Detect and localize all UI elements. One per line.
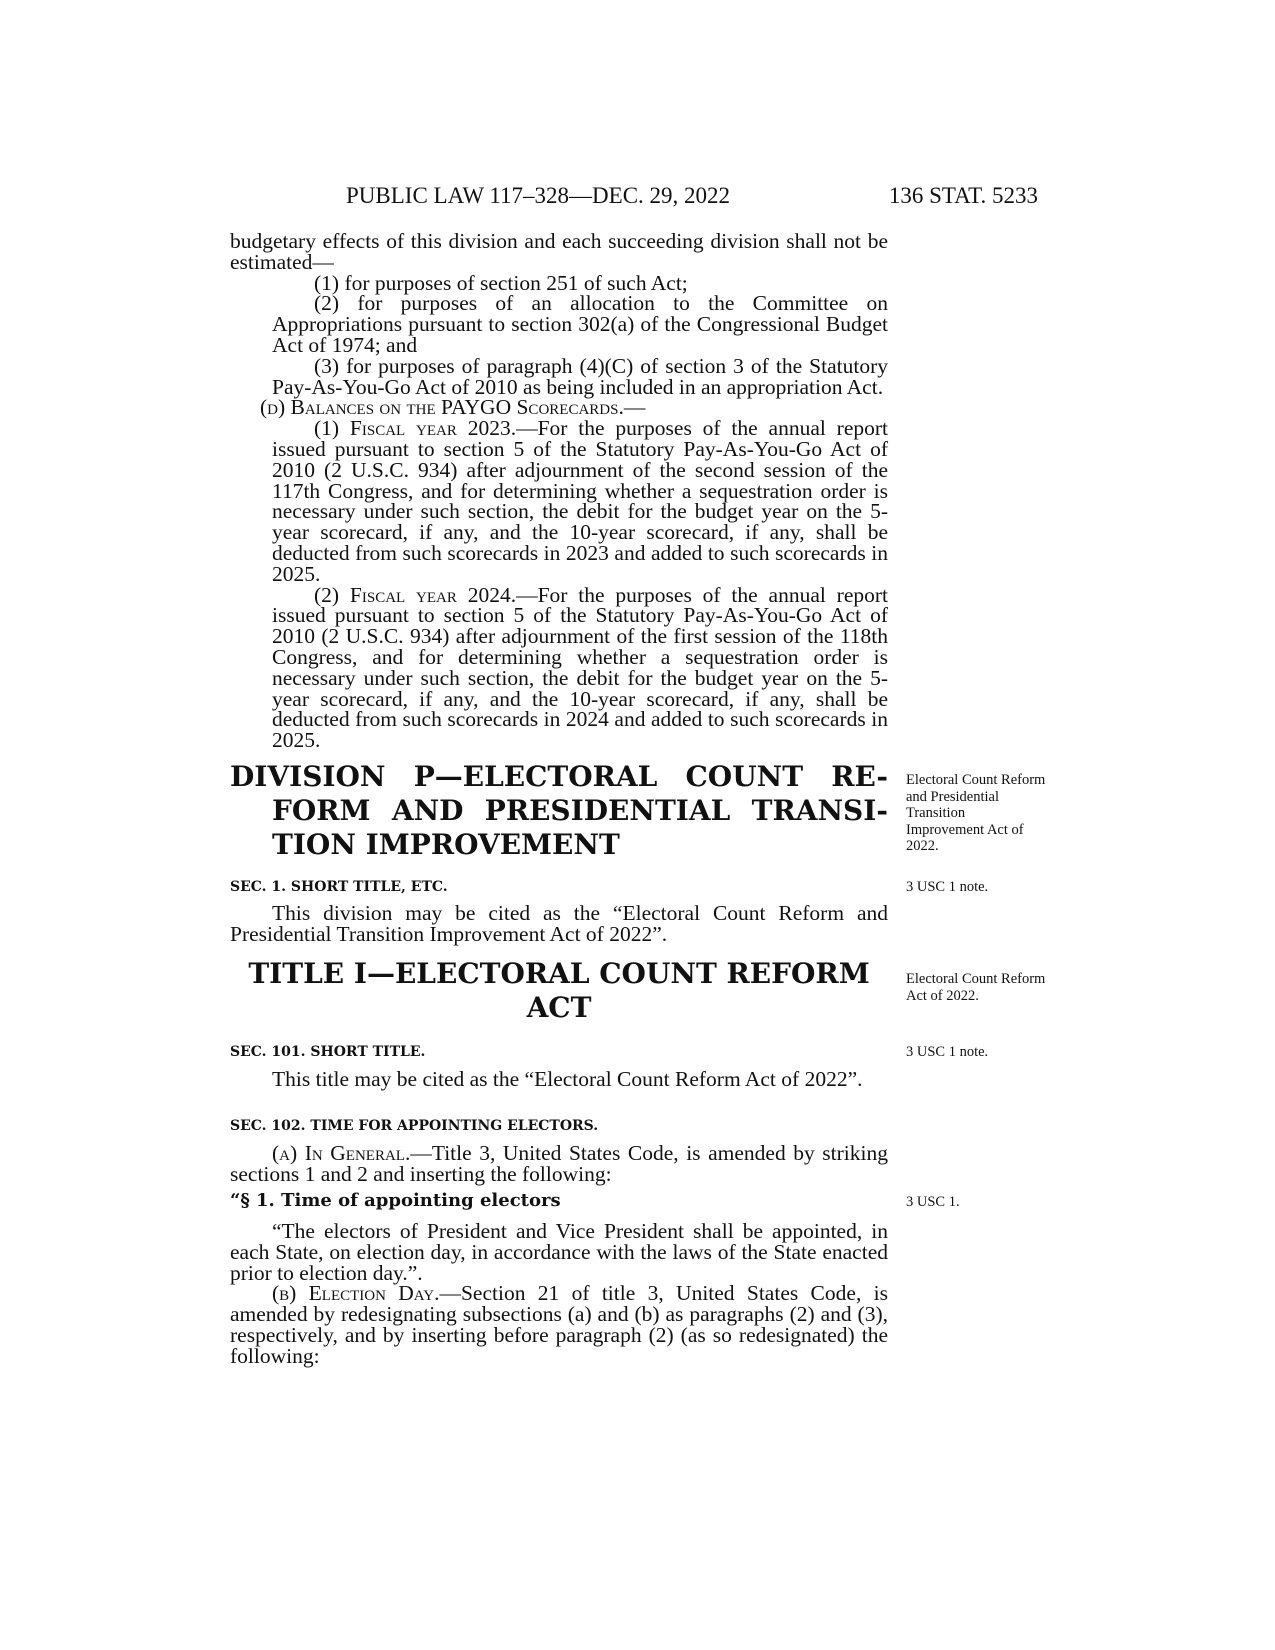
fiscal-year-2024-label: (2) Fiscal year 2024. (314, 582, 517, 607)
sec-102-b-paragraph (230, 1283, 888, 1366)
section-1-heading: “§ 1. Time of appointing electors (230, 1190, 561, 1211)
title-1-margin-note (906, 971, 1046, 1004)
budgetary-item-2: (2) for purposes of an allocation to the Committee on Appropriations pursuant to section 302(a) of the Congressional Budget Act of 1974; and (272, 291, 888, 357)
page-number: 136 STAT. 5233 (888, 183, 1038, 208)
balances-subsection-heading (230, 397, 888, 418)
title-1-heading-line-1: TITLE I—ELECTORAL COUNT REFORM (248, 957, 870, 990)
fiscal-year-2023-paragraph (272, 418, 888, 584)
division-heading-line-2: FORM AND PRESIDENTIAL TRANSI- (272, 794, 888, 827)
fiscal-year-2023-label: (1) Fiscal year 2023. (314, 416, 517, 441)
balances-items (230, 418, 888, 751)
sec-101-margin-note: 3 USC 1 note. (906, 1044, 989, 1060)
division-heading-line-1: DIVISION P—ELECTORAL COUNT RE- (230, 760, 888, 793)
balances-label: (d) Balances on the PAYGO Scorecards.— (260, 395, 646, 420)
fiscal-year-2024-text: —For the purposes of the annual report issued pursuant to section 5 of the Statutory Pay-As-You-Go Act of 2010 (2 U.S.C. 934) after adjournment of the first session of the 118th Congress, and for determining whether a sequestration order is necessary under such section, the debit for the budget year on the 5-year scorecard, if any, and the 10-year scorecard, if any, shall be deducted from such scorecards in 2024 and added to such scorecards in 2025. (272, 582, 889, 753)
division-heading-line-3: TION IMPROVEMENT (272, 828, 620, 861)
sec-102-heading: SEC. 102. TIME FOR APPOINTING ELECTORS. (230, 1118, 599, 1134)
sec-102-b-label: (b) Election Day. (272, 1281, 440, 1306)
sec-101-heading: SEC. 101. SHORT TITLE. (230, 1044, 426, 1060)
title-1-margin-note-text: Electoral Count Reform Act of 2022. (906, 971, 1046, 1004)
sec-1-body (230, 903, 888, 945)
sec-1-margin-note: 3 USC 1 note. (906, 879, 989, 895)
section-1-margin-note: 3 USC 1. (906, 1194, 960, 1210)
sec-102-b-text: —Section 21 of title 3, United States Code, is amended by redesignating subsections (a) and (b) as paragraphs (2) and (3), respectively, and by inserting before paragraph (2) (as so redesignated) the following: (230, 1281, 888, 1368)
section-1-body (230, 1221, 888, 1367)
running-head-title: PUBLIC LAW 117–328—DEC. 29, 2022 (346, 183, 731, 208)
title-1-heading-line-2: ACT (526, 991, 592, 1024)
division-heading (230, 760, 888, 862)
division-margin-note-text: Electoral Count Reform and Presidential Transition Improvement Act of 2022. (906, 772, 1046, 854)
sec-102-a-label: (a) In General. (272, 1141, 411, 1165)
fiscal-year-2024-paragraph (272, 582, 889, 753)
budgetary-items (230, 270, 888, 399)
budgetary-effects-block (230, 231, 888, 751)
budgetary-item-1: (1) for purposes of section 251 of such Act; (314, 270, 688, 295)
sec-1-text: This division may be cited as the “Electoral Count Reform and Presidential Transition Improvement Act of 2022”. (230, 901, 888, 946)
fiscal-year-2023-text: —For the purposes of the annual report issued pursuant to section 5 of the Statutory Pay-As-You-Go Act of 2010 (2 U.S.C. 934) after adjournment of the second session of the 117th Congress, and for determining whether a sequestration order is necessary under such section, the debit for the budget year on the 5-year scorecard, if any, and the 10-year scorecard, if any, shall be deducted from such scorecards in 2023 and added to such scorecards in 2025. (272, 416, 889, 586)
sec-101-body (230, 1069, 888, 1090)
running-head (230, 183, 1038, 217)
budgetary-item-3: (3) for purposes of paragraph (4)(C) of section 3 of the Statutory Pay-As-You-Go Act of 2010 as being included in an appropriation Act. (272, 353, 888, 399)
title-1-heading (230, 957, 888, 1025)
sec-102-a-text: —Title 3, United States Code, is amended by striking sections 1 and 2 and inserting the following: (230, 1141, 888, 1186)
sec-102-a-body (230, 1143, 888, 1185)
division-margin-note (906, 772, 1046, 855)
sec-101-text: This title may be cited as the “Electoral Count Reform Act of 2022”. (272, 1067, 863, 1091)
budgetary-intro: budgetary effects of this division and each succeeding division shall not be estimated— (230, 229, 888, 274)
sec-102-a-paragraph (230, 1143, 888, 1185)
section-1-text: “The electors of President and Vice President shall be appointed, in each State, on election day, in accordance with the laws of the State enacted prior to election day.”. (230, 1219, 888, 1285)
sec-1-heading: SEC. 1. SHORT TITLE, ETC. (230, 879, 448, 895)
